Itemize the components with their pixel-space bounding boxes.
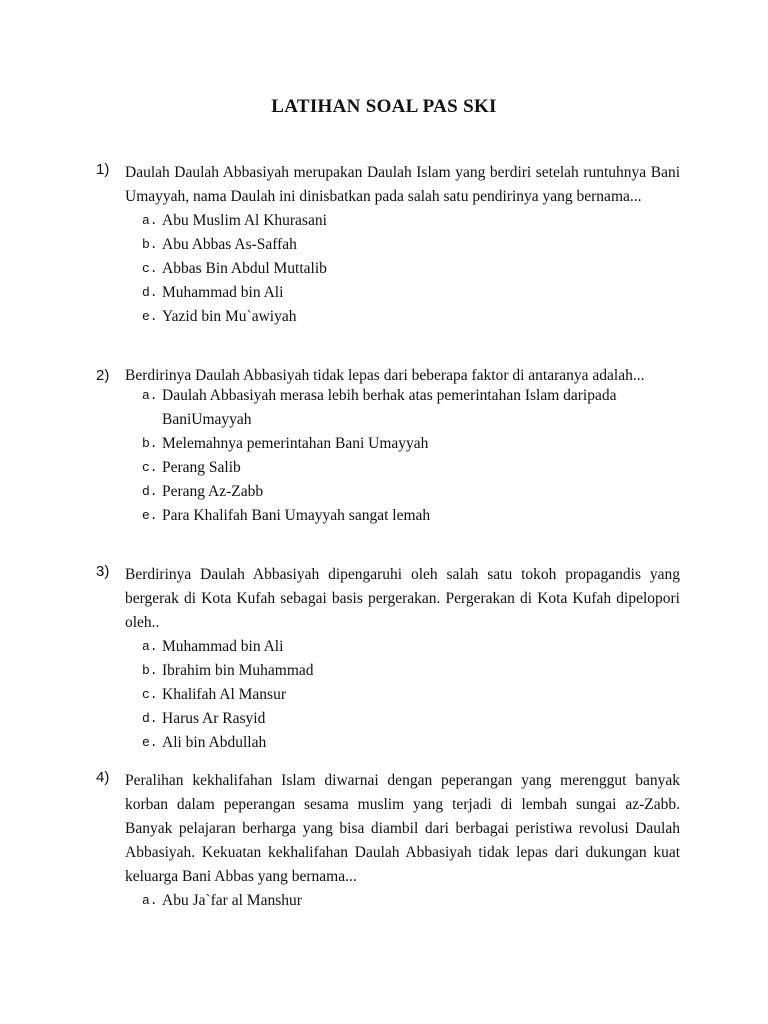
option-letter: e. [142, 735, 158, 750]
option-letter: a. [142, 388, 158, 403]
option-text: Abu Muslim Al Khurasani [162, 212, 327, 229]
option-letter: d. [142, 711, 158, 726]
page-title: LATIHAN SOAL PAS SKI [271, 96, 497, 117]
option-letter: b. [142, 663, 158, 678]
option-text: Perang Az-Zabb [162, 483, 264, 500]
question-1 [96, 161, 680, 329]
option-a [142, 209, 680, 233]
option-b [142, 233, 680, 257]
option-letter: a. [142, 639, 158, 654]
option-c [142, 683, 680, 707]
option-letter: a. [142, 893, 158, 908]
question-text: Peralihan kekhalifahan Islam diwarnai dengan peperangan yang merenggut banyak korban dalam peperangan sesama muslim yang terjadi di lembah sungai az-Zabb. Banyak pelajaran berharga yang bisa diambil dari berbagai peristiwa revolusi Daulah Abbasiyah. Kekuatan kekhalifahan Daulah Abbasiyah tidak lepas dari dukungan kuat keluarga Bani Abbas yang bernama... [125, 772, 680, 885]
option-text: Daulah Abbasiyah merasa lebih berhak atas pemerintahan Islam daripada BaniUmayyah [162, 387, 617, 428]
option-c [142, 257, 680, 281]
option-b [142, 432, 680, 456]
option-text: Muhammad bin Ali [162, 284, 284, 301]
option-list [96, 384, 680, 528]
option-list [96, 209, 680, 329]
question-text: Berdirinya Daulah Abbasiyah dipengaruhi oleh salah satu tokoh propagandis yang bergerak di Kota Kufah sebagai basis pergerakan. Pergerakan di Kota Kufah dipelopori oleh.. [125, 566, 680, 631]
option-text: Abu Abbas As-Saffah [162, 236, 297, 253]
option-list [96, 635, 680, 755]
option-text: Ibrahim bin Muhammad [162, 662, 314, 679]
option-text: Melemahnya pemerintahan Bani Umayyah [162, 435, 429, 452]
option-d [142, 480, 680, 504]
option-letter: b. [142, 237, 158, 252]
question-3 [96, 563, 680, 755]
option-text: Muhammad bin Ali [162, 638, 284, 655]
option-text: Abu Ja`far al Manshur [162, 892, 302, 909]
option-letter: e. [142, 508, 158, 523]
option-a [142, 384, 680, 432]
option-e [142, 731, 680, 755]
option-letter: b. [142, 436, 158, 451]
option-d [142, 281, 680, 305]
option-text: Harus Ar Rasyid [162, 710, 266, 727]
option-text: Yazid bin Mu`awiyah [162, 308, 297, 325]
option-a [142, 889, 680, 913]
option-letter: a. [142, 213, 158, 228]
option-e [142, 504, 680, 528]
question-4 [96, 769, 680, 913]
option-letter: d. [142, 484, 158, 499]
question-2 [96, 367, 680, 528]
option-a [142, 635, 680, 659]
option-letter: c. [142, 460, 158, 475]
option-text: Ali bin Abdullah [162, 734, 267, 751]
option-b [142, 659, 680, 683]
option-e [142, 305, 680, 329]
option-list [96, 889, 680, 913]
question-number: 2) [96, 367, 110, 384]
question-number: 1) [96, 161, 110, 178]
option-c [142, 456, 680, 480]
option-d [142, 707, 680, 731]
option-letter: c. [142, 261, 158, 276]
option-text: Abbas Bin Abdul Muttalib [162, 260, 327, 277]
option-letter: e. [142, 309, 158, 324]
question-text: Berdirinya Daulah Abbasiyah tidak lepas dari beberapa faktor di antaranya adalah... [125, 367, 645, 384]
option-text: Perang Salib [162, 459, 241, 476]
option-text: Para Khalifah Bani Umayyah sangat lemah [162, 507, 431, 524]
question-number: 4) [96, 769, 110, 786]
question-number: 3) [96, 563, 110, 580]
question-text: Daulah Daulah Abbasiyah merupakan Daulah Islam yang berdiri setelah runtuhnya Bani Umayyah, nama Daulah ini dinisbatkan pada salah satu pendirinya yang bernama... [125, 164, 680, 205]
option-letter: c. [142, 687, 158, 702]
option-text: Khalifah Al Mansur [162, 686, 286, 703]
option-letter: d. [142, 285, 158, 300]
